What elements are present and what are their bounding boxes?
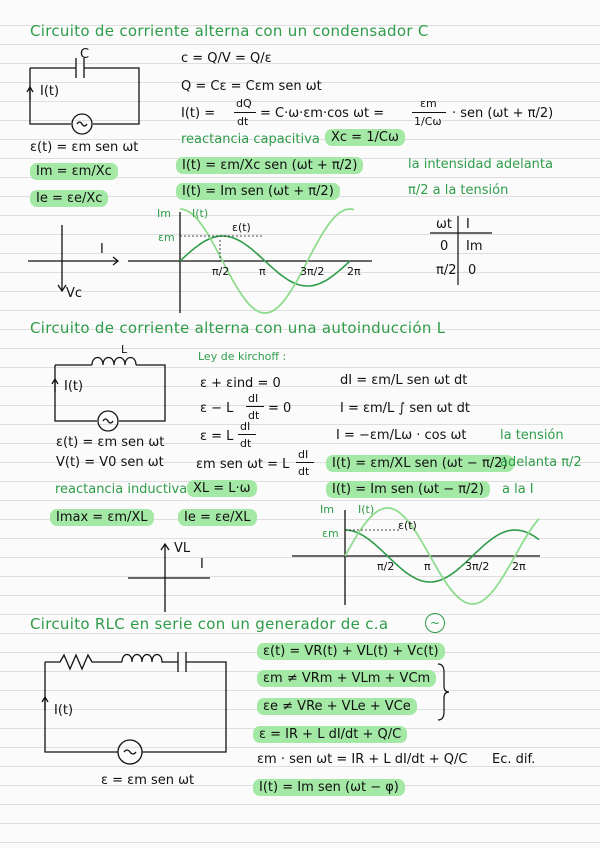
current-solution: I(t) = Im sen (ωt − φ): [253, 779, 405, 796]
graph1-it-label: I(t): [192, 207, 209, 220]
ie-equation: Ie = εe/Xc: [30, 190, 108, 207]
graph2-em-label: εm: [322, 527, 339, 540]
note-a-la-i: a la I: [502, 482, 534, 497]
current-xc-equation: I(t) = εm/Xc sen (ωt + π/2): [176, 157, 363, 174]
table-cell: 0: [440, 239, 449, 254]
graph2-tick: π: [424, 560, 431, 573]
frac-num: dI: [298, 448, 309, 461]
kirchoff-label: Ley de kirchoff :: [198, 350, 287, 363]
graph2-tick: 3π/2: [465, 560, 490, 573]
integral-equation: I = εm/L ∫ sen ωt dt: [340, 401, 470, 416]
amplitude-inequality: εm ≠ VRm + VLm + VCm: [257, 670, 436, 687]
note-adelanta: adelanta π/2: [500, 455, 582, 470]
phasor-vl-label: VL: [174, 541, 191, 556]
graph1-et-label: ε(t): [232, 221, 251, 234]
kvl-equation: ε(t) = VR(t) + VL(t) + Vc(t): [257, 643, 445, 660]
kirchoff-eq2-rhs: = 0: [268, 401, 292, 416]
frac-num: dI: [240, 420, 251, 433]
graph1-em-label: εm: [158, 231, 175, 244]
current-im-equation: I(t) = Im sen (ωt − π/2): [326, 481, 490, 498]
graph1-im-label: Im: [157, 207, 171, 220]
di-equation: dI = εm/L sen ωt dt: [340, 373, 468, 388]
kirchoff-eq2-lhs: ε − L: [200, 401, 234, 416]
note-intensidad: la intensidad adelanta: [408, 157, 553, 172]
table-cell: π/2: [436, 263, 457, 278]
graph2-im-label: Im: [320, 503, 334, 516]
current-eq-lhs: I(t) =: [181, 106, 216, 121]
current-eq-num2: εm: [420, 97, 437, 110]
graph1-tick: 3π/2: [300, 265, 325, 278]
cos-equation: I = −εm/Lω · cos ωt: [336, 428, 467, 443]
table-header-i: I: [466, 217, 470, 232]
table-cell: 0: [468, 263, 477, 278]
reactancia-capacitiva-eq: Xc = 1/Cω: [325, 129, 405, 146]
charge-equation: Q = Cε = Cεm sen ωt: [181, 79, 322, 94]
capacitor-label: C: [80, 47, 90, 62]
inductor-label: L: [121, 343, 128, 356]
differential-equation: ε = IR + L dI/dt + Q/C: [253, 726, 407, 743]
emf-equation: ε(t) = εm sen ωt: [30, 140, 139, 155]
ec-dif-label: Ec. dif.: [492, 752, 536, 767]
ac-source-icon: ~: [425, 613, 445, 633]
im-equation: Im = εm/Xc: [30, 163, 118, 180]
note-tension: π/2 a la tensión: [408, 183, 509, 198]
differential-equation-sen: εm · sen ωt = IR + L dI/dt + Q/C: [257, 752, 468, 767]
reactancia-inductiva-eq: XL = L·ω: [187, 480, 257, 497]
effective-inequality: εe ≠ VRe + VLe + VCe: [257, 698, 417, 715]
phasor-vc-label: Vc: [66, 286, 83, 301]
section1-title: Circuito de corriente alterna con un condensador C: [30, 22, 429, 40]
reactancia-inductiva-label: reactancia inductiva: [55, 482, 188, 497]
imax-equation: Imax = εm/XL: [50, 509, 154, 526]
frac-den: dt: [240, 437, 252, 450]
frac-den: dt: [298, 465, 310, 478]
graph2-it-label: I(t): [358, 503, 375, 516]
reactancia-capacitiva-label: reactancia capacitiva: [181, 132, 320, 147]
frac-num: dI: [248, 392, 259, 405]
current-im-equation: I(t) = Im sen (ωt + π/2): [176, 183, 340, 200]
section2-title: Circuito de corriente alterna con una autoinducción L: [30, 319, 446, 337]
current-eq-den: dt: [237, 115, 249, 128]
current-eq-mid: = C·ω·εm·cos ωt =: [260, 106, 385, 121]
phasor-i-label: I: [200, 557, 204, 572]
kirchoff-eq4-lhs: εm sen ωt = L: [196, 457, 290, 472]
graph1-tick: 2π: [347, 265, 361, 278]
kirchoff-eq1: ε + εind = 0: [200, 376, 281, 391]
current-label: I(t): [54, 703, 74, 718]
current-xl-equation: I(t) = εm/XL sen (ωt − π/2): [326, 455, 514, 472]
graph1-tick: π: [259, 265, 266, 278]
emf-equation: ε(t) = εm sen ωt: [56, 435, 165, 450]
current-label: I(t): [64, 379, 84, 394]
graph2-tick: π/2: [377, 560, 395, 573]
phasor-i-label: I: [100, 242, 104, 257]
current-eq-num: dQ: [236, 97, 252, 110]
current-eq-end: · sen (ωt + π/2): [452, 106, 554, 121]
emf-equation: ε = εm sen ωt: [101, 773, 195, 788]
note-la-tension: la tensión: [500, 428, 564, 443]
kirchoff-eq3-lhs: ε = L: [200, 429, 234, 444]
capacitance-equation: c = Q/V = Q/ε: [181, 51, 272, 66]
voltage-equation: V(t) = V0 sen ωt: [56, 455, 164, 470]
current-eq-den2: 1/Cω: [414, 115, 442, 128]
table-cell: Im: [466, 239, 483, 254]
graph2-et-label: ε(t): [398, 519, 417, 532]
table-header-wt: ωt: [436, 217, 452, 232]
frac-den: dt: [248, 409, 260, 422]
current-label: I(t): [40, 84, 60, 99]
section3-title: Circuito RLC en serie con un generador de c.a: [30, 615, 389, 633]
ie-equation: Ie = εe/XL: [178, 509, 257, 526]
graph2-tick: 2π: [512, 560, 526, 573]
graph1-tick: π/2: [212, 265, 230, 278]
